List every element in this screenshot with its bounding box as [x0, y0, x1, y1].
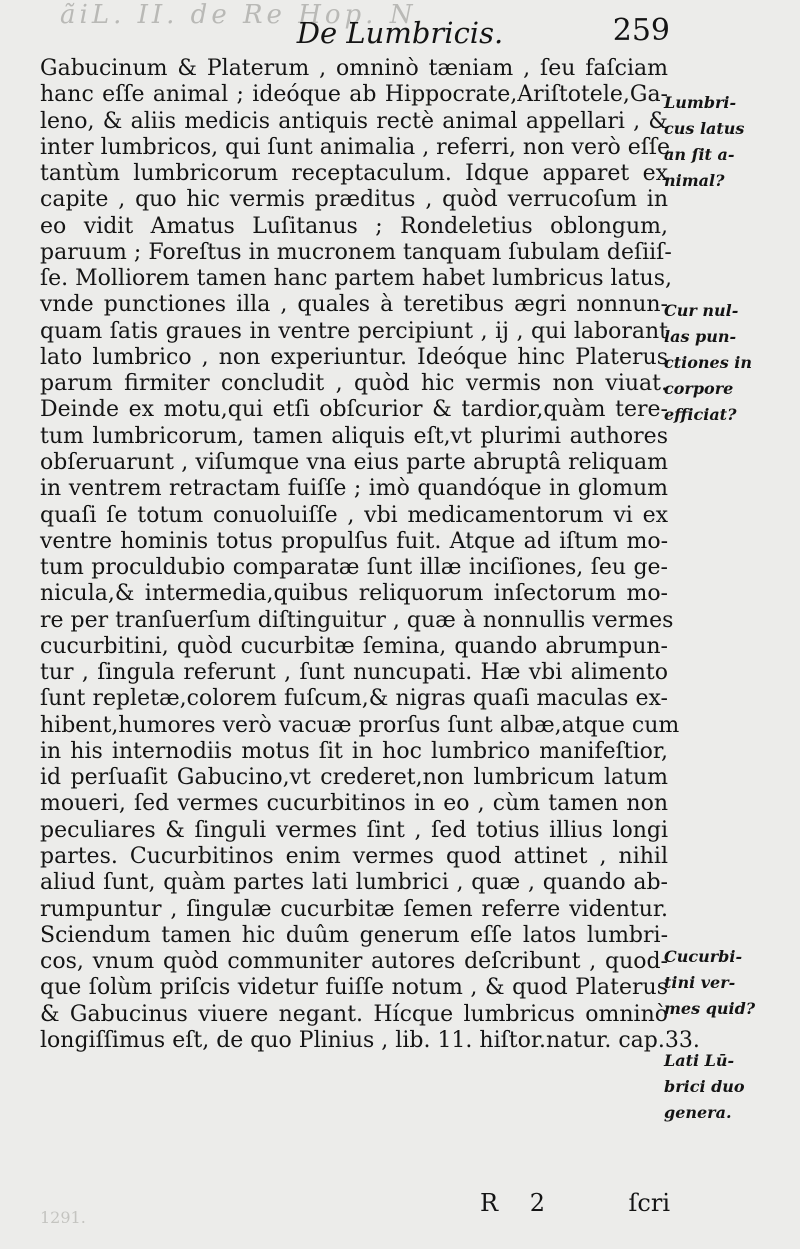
text-line: cucurbitini, quòd cucurbitæ ſemina, quando abrumpun-	[40, 633, 668, 659]
margin-note-cucurbitini	[664, 944, 800, 1022]
margin-note-line: las pun-	[664, 327, 737, 346]
margin-note-line: mes quid?	[664, 999, 756, 1018]
text-line: moueri, ſed vermes cucurbitinos in eo , cùm tamen non	[40, 791, 668, 817]
margin-note-line: Cucurbi-	[664, 947, 743, 966]
text-line: nicula,& intermedia,quibus reliquorum inſectorum mo-	[40, 581, 668, 607]
margin-note-line: cus latus	[664, 119, 745, 138]
text-line: id perſuaſit Gabucino,vt crederet,non lumbricum latum	[40, 765, 668, 791]
text-line: quam ſatis graues in ventre percipiunt , ij , qui laborant	[40, 318, 668, 344]
margin-note-line: nimal?	[664, 171, 725, 190]
text-line: vnde punctiones illa , quales à teretibus ægri nonnun-	[40, 292, 668, 318]
margin-note-line: Cur nul-	[664, 301, 739, 320]
text-line: que ſolùm priſcis videtur fuiſſe notum , & quod Platerus	[40, 975, 668, 1001]
text-line: tum proculdubio comparatæ ſunt illæ inciſiones, ſeu ge-	[40, 555, 668, 581]
bleed-through-top: ãiL. II. de Re Hop. N.	[60, 0, 428, 30]
page-footer	[0, 1186, 800, 1220]
bleed-through-bottom: 1291.	[40, 1208, 86, 1227]
text-line: longiſſimus eſt, de quo Plinius , lib. 11. hiſtor.natur. cap.33.	[40, 1027, 700, 1053]
text-line: ſe. Molliorem tamen hanc partem habet lumbricus latus,	[40, 266, 673, 292]
signature-mark: R 2	[480, 1189, 557, 1217]
text-line: aliud ſunt, quàm partes lati lumbrici , quæ , quando ab-	[40, 870, 668, 896]
text-line: parum firmiter concludit , quòd hic vermis non viuat.	[40, 371, 668, 397]
text-line: Gabucinum & Platerum , omninò tæniam , ſeu faſciam	[40, 56, 668, 81]
margin-note-line: efficiat?	[664, 405, 737, 424]
text-line: peculiares & ſinguli vermes ſint , ſed totius illius longi	[40, 817, 668, 843]
text-line: obſeruarunt , viſumque vna eius parte abruptâ reliquam	[40, 449, 668, 475]
margin-note-line: Lumbri-	[664, 93, 737, 112]
text-line: re per tranſuerſum diſtinguitur , quæ à nonnullis vermes	[40, 607, 674, 633]
text-line: & Gabucinus viuere negant. Hícque lumbricus omninò	[40, 1001, 668, 1027]
text-line: lato lumbrico , non experiuntur. Ideóque hinc Platerus	[40, 344, 668, 370]
margin-note-line: brici duo	[664, 1077, 745, 1096]
margin-note-line: corpore	[664, 379, 734, 398]
text-line: tantùm lumbricorum receptaculum. Idque apparet ex	[40, 161, 668, 187]
page-number: 259	[612, 13, 670, 48]
text-line: cos, vnum quòd communiter autores deſcribunt , quod-	[40, 949, 668, 975]
text-line: partes. Cucurbitinos enim vermes quod attinet , nihil	[40, 843, 668, 869]
margin-note-punctiones	[664, 298, 800, 428]
text-line: tum lumbricorum, tamen aliquis eſt,vt plurimi authores	[40, 423, 668, 449]
margin-note-line: ctiones in	[664, 353, 752, 372]
text-line: ventre hominis totus propulſus fuit. Atque ad iſtum mo-	[40, 528, 668, 554]
margin-note-line: tini ver-	[664, 973, 736, 992]
text-line: capite , quo hic vermis præditus , quòd verrucoſum in	[40, 187, 668, 213]
text-line: in ventrem retractam fuiſſe ; imò quandóque in glomum	[40, 476, 668, 502]
text-line: Sciendum tamen hic duûm generum eſſe latos lumbri-	[40, 922, 668, 948]
text-line: inter lumbricos, qui ſunt animalia , referri, non verò eſſe	[40, 134, 671, 160]
text-line: rumpuntur , ſingulæ cucurbitæ ſemen referre videntur.	[40, 896, 668, 922]
running-head: De Lumbricis.	[296, 16, 504, 50]
text-line: eo vidit Amatus Luſitanus ; Rondeletius oblongum,	[40, 213, 668, 239]
text-line: leno, & aliis medicis antiquis rectè animal appellari , &	[40, 108, 668, 134]
margin-note-lati-lumbrici	[664, 1048, 800, 1126]
margin-note-line: Lati Lū-	[664, 1051, 735, 1070]
text-line: Deinde ex motu,qui etſi obſcurior & tardior,quàm tere-	[40, 397, 668, 423]
text-line: hanc eſſe animal ; ideóque ab Hippocrate,Ariſtotele,Ga-	[40, 82, 668, 108]
margin-note-line: an ſit a-	[664, 145, 735, 164]
text-line: in his internodiis motus ſit in hoc lumbrico manifeſtior,	[40, 738, 668, 764]
catchword: ſcri	[628, 1189, 670, 1217]
text-line: paruum ; Foreſtus in mucronem tanquam ſubulam deſiiſ-	[40, 239, 672, 265]
margin-note-lumbricus-latus	[664, 90, 800, 194]
text-line: ſunt repletæ,colorem fuſcum,& nigras quaſi maculas ex-	[40, 686, 668, 712]
margin-note-line: genera.	[664, 1103, 732, 1122]
text-line: hibent,humores verò vacuæ prorſus ſunt albæ,atque cum	[40, 712, 680, 738]
text-line: quaſi ſe totum conuoluiſſe , vbi medicamentorum vi ex	[40, 502, 668, 528]
text-line: tur , ſingula referunt , ſunt nuncupati. Hæ vbi alimento	[40, 660, 668, 686]
